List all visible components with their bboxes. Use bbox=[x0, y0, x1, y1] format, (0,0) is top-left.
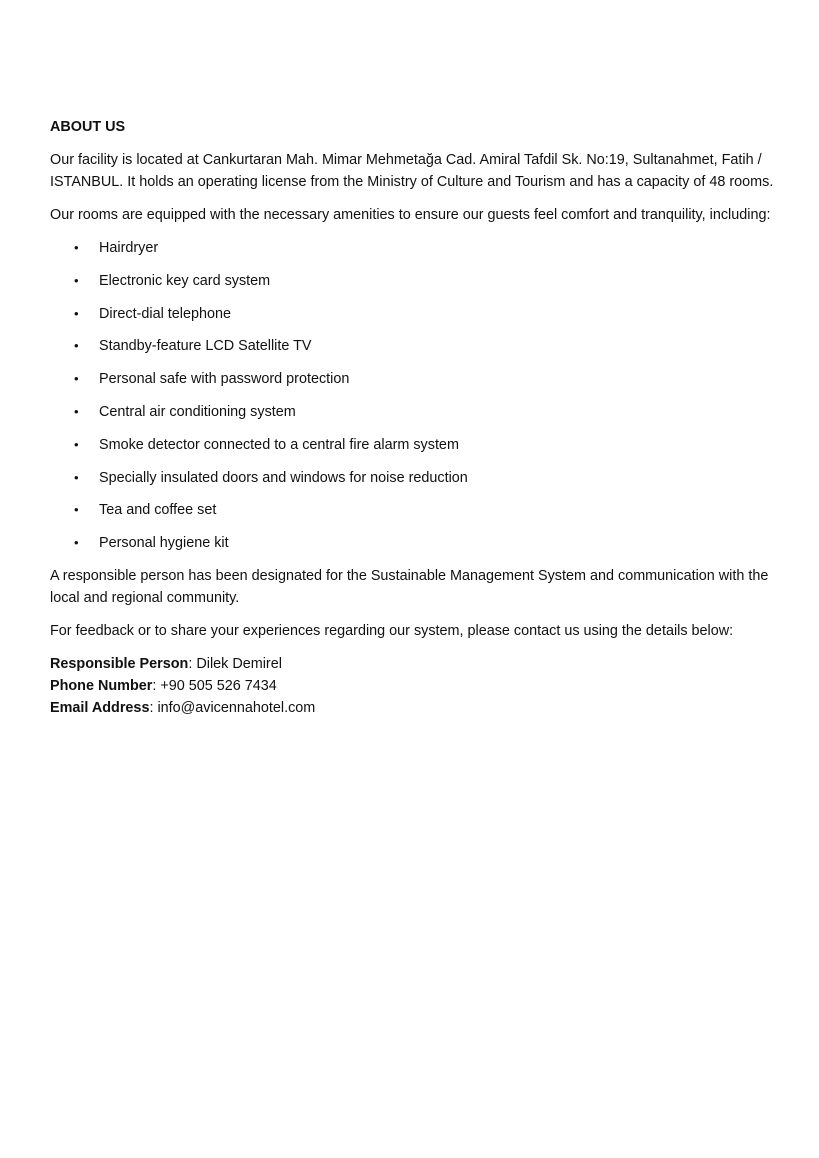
responsible-person-label: Responsible Person bbox=[50, 656, 189, 673]
list-item bbox=[50, 237, 775, 259]
amenity-label: Central air conditioning system bbox=[99, 403, 296, 420]
amenity-label: Personal hygiene kit bbox=[99, 535, 229, 552]
amenity-label: Standby-feature LCD Satellite TV bbox=[99, 338, 312, 355]
amenity-label: Tea and coffee set bbox=[99, 502, 217, 519]
list-item bbox=[50, 401, 775, 423]
list-item bbox=[50, 434, 775, 456]
list-item bbox=[50, 467, 775, 489]
bullet-icon: • bbox=[74, 371, 79, 387]
bullet-icon: • bbox=[74, 502, 79, 518]
page-heading: ABOUT US bbox=[50, 119, 126, 135]
amenity-label: Direct-dial telephone bbox=[99, 305, 231, 322]
bullet-icon: • bbox=[74, 469, 79, 485]
amenity-label: Hairdryer bbox=[99, 240, 159, 256]
responsible-person-value: : Dilek Demirel bbox=[188, 656, 282, 673]
amenity-label: Specially insulated doors and windows for noise reduction bbox=[99, 469, 468, 486]
email-address-line bbox=[50, 697, 775, 719]
list-item bbox=[50, 270, 775, 292]
amenities-list bbox=[50, 237, 775, 554]
bullet-icon: • bbox=[74, 436, 79, 452]
list-item bbox=[50, 499, 775, 521]
rooms-intro-paragraph: Our rooms are equipped with the necessary amenities to ensure our guests feel comfort and tranquility, including: bbox=[50, 207, 771, 223]
responsible-person-line bbox=[50, 653, 775, 675]
phone-number-label: Phone Number bbox=[50, 678, 153, 695]
phone-number-value: : +90 505 526 7434 bbox=[152, 678, 277, 695]
sustainability-paragraph: A responsible person has been designated for the Sustainable Management System and communication with the local and regional community. bbox=[50, 568, 769, 607]
amenity-label: Smoke detector connected to a central fire alarm system bbox=[99, 436, 459, 453]
bullet-icon: • bbox=[74, 240, 79, 255]
amenity-label: Electronic key card system bbox=[99, 272, 271, 289]
list-item bbox=[50, 368, 775, 390]
bullet-icon: • bbox=[74, 338, 79, 354]
email-address-value: : info@avicennahotel.com bbox=[149, 700, 316, 717]
contact-block bbox=[50, 653, 775, 719]
bullet-icon: • bbox=[74, 305, 79, 321]
feedback-paragraph: For feedback or to share your experiences regarding our system, please contact us using the details below: bbox=[50, 623, 734, 640]
facility-intro-paragraph: Our facility is located at Cankurtaran Mah. Mimar Mehmetağa Cad. Amiral Tafdil Sk. No:19, Sultanahmet, Fatih / ISTANBUL. It holds an operating license from the Ministry of Culture and Tourism and has a capacity of 48 rooms. bbox=[50, 152, 774, 190]
bullet-icon: • bbox=[74, 403, 79, 419]
email-address-label: Email Address bbox=[50, 700, 150, 717]
list-item bbox=[50, 335, 775, 357]
phone-number-line bbox=[50, 675, 775, 697]
document-page bbox=[50, 116, 775, 719]
bullet-icon: • bbox=[74, 272, 79, 288]
amenity-label: Personal safe with password protection bbox=[99, 371, 350, 388]
list-item bbox=[50, 532, 775, 554]
bullet-icon: • bbox=[74, 535, 79, 551]
list-item bbox=[50, 303, 775, 325]
